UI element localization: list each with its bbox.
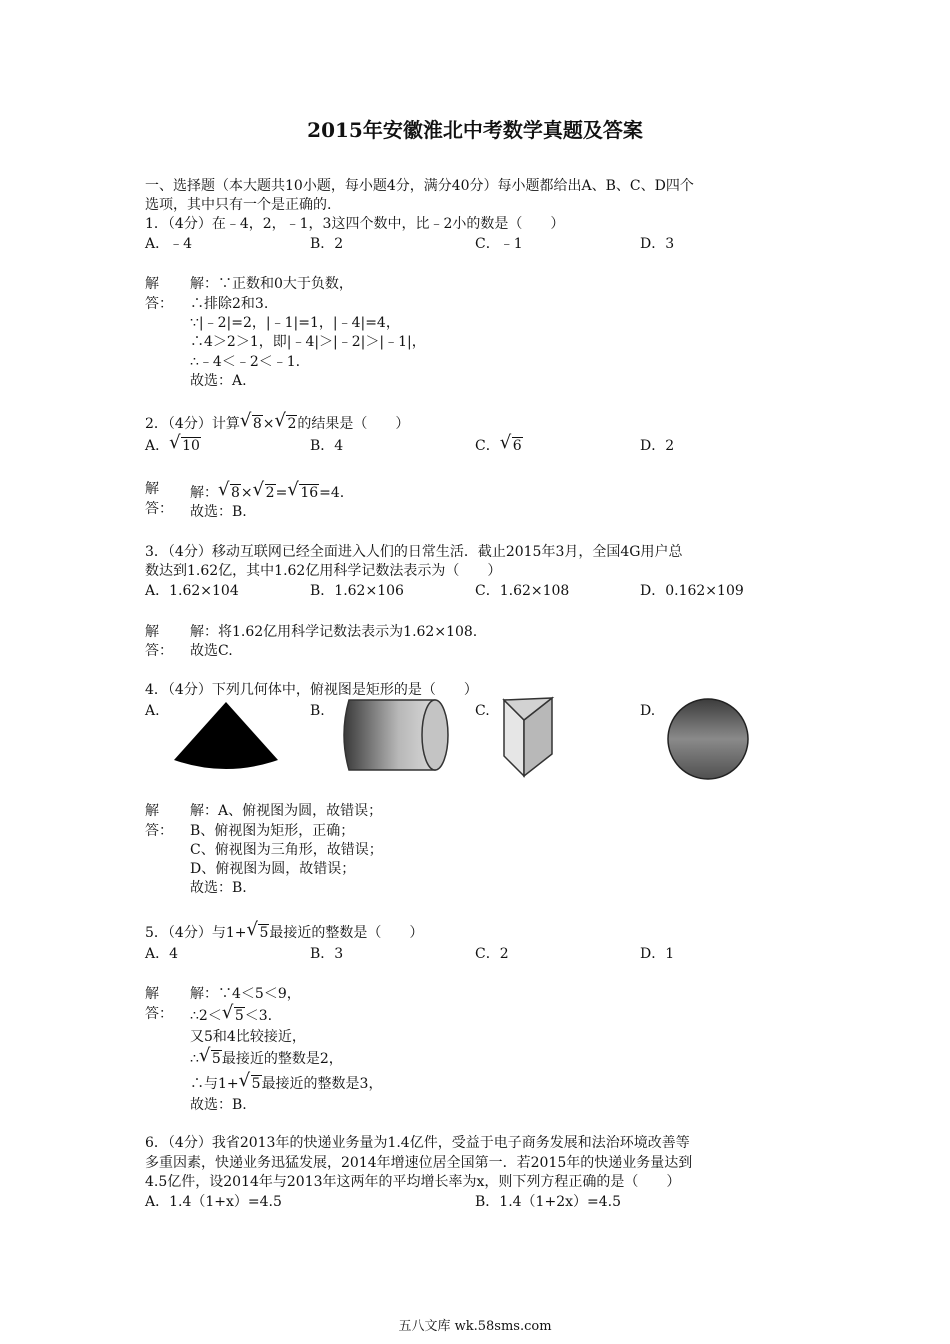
sqrt-5: √ 5 [241,1075,262,1093]
q4-solution-line: D、俯视图为圆，故错误； [190,861,356,877]
q4-option-a: A. [145,703,160,719]
sqrt-8: √ 8 [220,484,241,502]
q5-solution-line: 又5和4比较接近， [190,1029,306,1045]
q5-option-b: B．3 [310,946,344,962]
q3-option-c: C．1.62×108 [475,583,570,599]
q5-solution-line: 故选：B. [190,1097,247,1113]
section-intro-line2: 选项，其中只有一个是正确的. [145,197,332,213]
q1-solution-line: ∵|﹣2|=2，|﹣1|=1，|﹣4|=4， [190,315,400,331]
q5-solution-line: ∴与1+√ 5最接近的整数是3， [190,1075,382,1093]
footer-watermark: 五八文库 wk.58sms.com [398,1319,552,1334]
q1-solution-line: 故选：A. [190,373,247,389]
q6-stem-line1: 6．（4分）我省2013年的快递业务量为1.4亿件，受益于电子商务发展和法治环境改善等 [145,1135,690,1151]
q3-stem-line2: 数达到1.62亿，其中1.62亿用科学记数法表示为（ ） [145,563,502,579]
q4-option-d: D. [640,703,656,719]
q1-solution-line: ∴排除2和3. [190,296,269,312]
q4-option-b: B. [310,703,325,719]
q2-option-c: C．√ 6 [475,437,523,455]
q5-answer-label-1: 解 [145,986,159,1002]
q4-solution-line: 故选：B. [190,880,247,896]
q3-stem-line1: 3．（4分）移动互联网已经全面进入人们的日常生活．截止2015年3月，全国4G用户总 [145,544,683,560]
sqrt-16: √ 16 [289,484,319,502]
q5-stem: 5．（4分）与1+√ 5最接近的整数是（ ） [145,924,423,942]
q5-option-c: C．2 [475,946,509,962]
q1-option-d: D．3 [640,236,675,252]
q6-option-a: A．1.4（1+x）=4.5 [145,1194,282,1210]
q6-option-b: B．1.4（1+2x）=4.5 [475,1194,621,1210]
sqrt-10: √ 10 [171,437,201,455]
cylinder-figure [335,696,455,776]
sqrt-5: √ 5 [224,1007,245,1025]
q3-option-a: A．1.62×104 [145,583,239,599]
section-intro-line1: 一、选择题（本大题共10小题，每小题4分，满分40分）每小题都给出A、B、C、D四个 [145,178,694,194]
q5-option-d: D．1 [640,946,675,962]
q1-answer-label-2: 答： [145,296,173,312]
q1-solution-line: 解：∵正数和0大于负数， [190,276,353,292]
sphere-figure [665,696,751,782]
q1-option-b: B．2 [310,236,344,252]
q2-stem-prefix: 2．（4分）计算 [145,416,240,432]
sqrt-8: √ 8 [242,415,263,433]
q5-answer-label-2: 答： [145,1006,173,1022]
q2-option-d: D．2 [640,438,675,454]
q2-solution-choice: 故选：B. [190,504,247,520]
sqrt-5: √ 5 [248,924,269,942]
q5-solution-line: 解：∵4＜5＜9， [190,986,301,1002]
q6-stem-line2: 多重因素，快递业务迅猛发展，2014年增速位居全国第一．若2015年的快递业务量达到 [145,1155,693,1171]
q5-solution-line: ∴√ 5最接近的整数是2， [190,1050,343,1068]
q1-option-a: A．﹣4 [145,236,193,252]
times-sign: × [262,416,275,432]
q2-stem [145,415,409,433]
q1-answer-label-1: 解 [145,276,159,292]
q2-answer-label-2: 答： [145,501,173,517]
q2-answer-label-1: 解 [145,481,159,497]
q4-solution-line: C、俯视图为三角形，故错误； [190,842,383,858]
prism-figure [500,694,560,780]
q1-solution-line: ∴4＞2＞1，即|﹣4|＞|﹣2|＞|﹣1|， [190,334,426,350]
q3-option-b: B．1.62×106 [310,583,404,599]
q5-solution-line: ∴2＜√ 5＜3. [190,1007,272,1025]
q2-solution-line: 解：√ 8×√ 2=√ 16=4. [190,484,344,502]
q4-answer-label-1: 解 [145,803,159,819]
sqrt-6: √ 6 [502,437,523,455]
q6-stem-line3: 4.5亿件，设2014年与2013年这两年的平均增长率为x，则下列方程正确的是（ ） [145,1174,681,1190]
q3-answer-label-2: 答： [145,643,173,659]
q4-solution-line: B、俯视图为矩形，正确； [190,823,355,839]
q4-option-c: C. [475,703,490,719]
cone-figure [170,698,300,788]
q2-option-a: A．√ 10 [145,437,201,455]
q2-option-b: B．4 [310,438,344,454]
sqrt-2: √ 2 [255,484,276,502]
q3-answer-label-1: 解 [145,624,159,640]
q1-stem: 1．（4分）在﹣4，2，﹣1，3这四个数中，比﹣2小的数是（ ） [145,216,565,232]
q1-option-c: C．﹣1 [475,236,523,252]
sqrt-2: √ 2 [276,415,297,433]
q4-stem: 4．（4分）下列几何体中，俯视图是矩形的是（ ） [145,682,478,698]
page-title: 2015年安徽淮北中考数学真题及答案 [307,118,643,142]
q4-answer-label-2: 答： [145,823,173,839]
q1-solution-line: ∴﹣4＜﹣2＜﹣1. [190,354,301,370]
q4-solution-line: 解：A、俯视图为圆，故错误； [190,803,383,819]
q3-option-d: D．0.162×109 [640,583,744,599]
q2-stem-suffix: 的结果是（ ） [297,416,410,432]
q3-solution-line: 解：将1.62亿用科学记数法表示为1.62×108. [190,624,478,640]
sqrt-5: √ 5 [201,1050,222,1068]
q5-option-a: A．4 [145,946,179,962]
q3-solution-line: 故选C. [190,643,233,659]
